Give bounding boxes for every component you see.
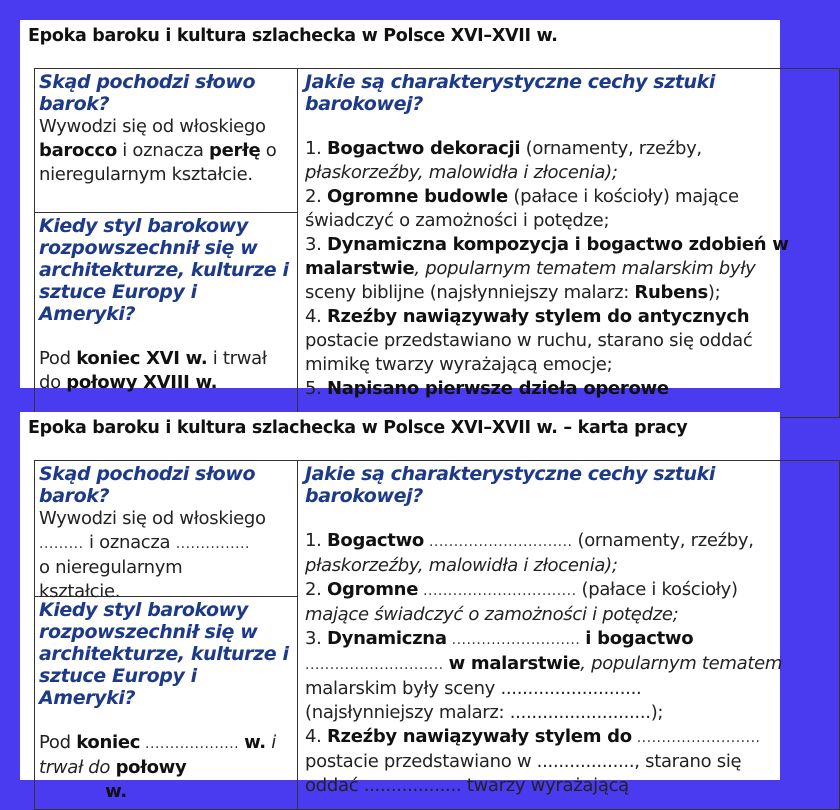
worksheet-panel-blank (20, 412, 783, 802)
features-list (305, 137, 833, 401)
list-item: 1. Bogactwo ............................. (ornamenty, rzeźby, (305, 530, 754, 551)
list-item-cont: malarstwie, popularnym tematem malarskim były (305, 258, 756, 279)
cell-origin-question (35, 69, 297, 213)
panel-title: Epoka baroku i kultura szlachecka w Polsce XVI–XVII w. (28, 26, 558, 46)
cell-time-question (35, 215, 297, 417)
list-item: 3. Dynamiczna .......................... i bogactwo (305, 628, 694, 649)
content-table (34, 68, 840, 418)
left-column (35, 461, 298, 809)
list-item-cont: (najsłynniejszy malarz: ..........................); (305, 702, 664, 723)
right-column (299, 461, 839, 809)
list-item-cont: oddać .................. twarzy wyrażającą (305, 775, 629, 796)
right-column (299, 69, 839, 417)
question-features: Jakie są charakterystyczne cechy sztuki barokowej? (305, 71, 716, 115)
answer-origin: Wywodzi się od włoskiego ......... i oznacza ............... o nieregularnym kształcie. (39, 508, 266, 602)
list-item-cont: płaskorzeźby, malowidła i złocenia); (305, 162, 618, 183)
left-column (35, 69, 298, 417)
cell-origin-question (35, 461, 297, 602)
list-item-cont: mające świadczyć o zamożności i potędze; (305, 604, 679, 625)
list-item: 1. Bogactwo dekoracji (ornamenty, rzeźby, (305, 138, 702, 159)
question-time: Kiedy styl barokowy rozpowszechnił się w architekturze, kulturze i sztuce Europy i Ameryki? (39, 215, 289, 325)
panel-title: Epoka baroku i kultura szlachecka w Polsce XVI–XVII w. – karta pracy (28, 418, 688, 438)
list-item-cont: malarskim były sceny .......................... (305, 678, 642, 699)
content-table (34, 460, 840, 810)
answer-time: Pod koniec XVI w. i trwał do połowy XVIII w. (39, 348, 267, 393)
worksheet-panel-filled (20, 20, 789, 399)
list-item: 4. Rzeźby nawiązywały stylem do ......................... (305, 726, 761, 747)
list-item: 2. Ogromne budowle (pałace i kościoły) mające (305, 186, 739, 207)
list-item-cont: sceny biblijne (najsłynniejszy malarz: Rubens); (305, 282, 721, 303)
question-origin: Skąd pochodzi słowo barok? (39, 463, 256, 507)
list-item: 5. Napisano pierwsze dzieła operowe (305, 378, 669, 399)
question-time: Kiedy styl barokowy rozpowszechnił się w architekturze, kulturze i sztuce Europy i Ameryki? (39, 599, 289, 709)
list-item-cont: świadczyć o zamożności i potędze; (305, 210, 610, 231)
answer-origin: Wywodzi się od włoskiego barocco i oznacza perłę o nieregularnym kształcie. (39, 116, 277, 185)
list-item-cont: płaskorzeźby, malowidła i złocenia); (305, 555, 618, 576)
question-features: Jakie są charakterystyczne cechy sztuki barokowej? (305, 463, 716, 507)
cell-time-question (35, 599, 297, 809)
features-list (305, 529, 833, 798)
list-item-cont: postacie przedstawiano w .................., starano się (305, 751, 742, 772)
question-origin: Skąd pochodzi słowo barok? (39, 71, 256, 115)
list-item-cont: ............................ w malarstwie, popularnym tematem (305, 653, 783, 674)
answer-time: Pod koniec ................... w. i trwał do połowy w. (39, 732, 276, 802)
list-item: 2. Ogromne ............................... (pałace i kościoły) (305, 579, 738, 600)
list-item: 4. Rzeźby nawiązywały stylem do antycznych (305, 306, 750, 327)
list-item-cont: mimikę twarzy wyrażającą emocje; (305, 354, 613, 375)
list-item-cont: postacie przedstawiano w ruchu, starano się oddać (305, 330, 753, 351)
list-item: 3. Dynamiczna kompozycja i bogactwo zdobień w (305, 234, 789, 255)
